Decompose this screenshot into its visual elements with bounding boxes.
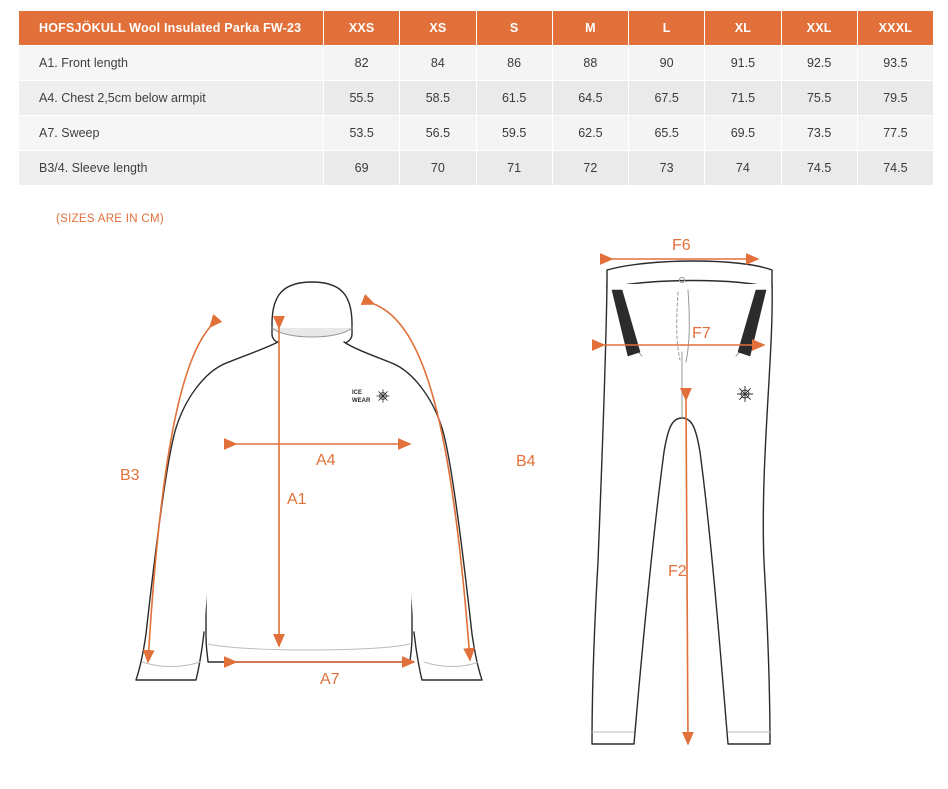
table-row (19, 116, 934, 151)
units-note: (SIZES ARE IN CM) (56, 213, 164, 225)
dimension-b3-label: B3 (120, 467, 140, 484)
dimension-f6 (612, 237, 758, 259)
dimension-a7 (236, 662, 414, 688)
dimension-b4-label: B4 (516, 453, 536, 470)
dimension-a1-label: A1 (287, 491, 307, 508)
measurement-value: 79.5 (857, 81, 933, 116)
size-header-xl: XL (705, 11, 781, 46)
measurement-value: 59.5 (476, 116, 552, 151)
size-header-s: S (476, 11, 552, 46)
measurement-value: 92.5 (781, 46, 857, 81)
measurement-value: 74.5 (781, 151, 857, 186)
measurement-value: 93.5 (857, 46, 933, 81)
garment-diagrams (0, 232, 948, 787)
size-header-xxxl: XXXL (857, 11, 933, 46)
dimension-a4-label: A4 (316, 452, 336, 469)
size-header-xxl: XXL (781, 11, 857, 46)
dimension-f7-label: F7 (692, 325, 711, 342)
measurement-value: 74 (705, 151, 781, 186)
measurement-value: 53.5 (324, 116, 400, 151)
measurement-label: A4. Chest 2,5cm below armpit (19, 81, 324, 116)
dimension-f2-label: F2 (668, 563, 687, 580)
measurement-value: 88 (552, 46, 628, 81)
size-header-xs: XS (400, 11, 476, 46)
size-header-m: M (552, 11, 628, 46)
measurement-value: 73 (629, 151, 705, 186)
size-header-xxs: XXS (324, 11, 400, 46)
measurement-label: B3/4. Sleeve length (19, 151, 324, 186)
table-row (19, 46, 934, 81)
measurement-value: 67.5 (629, 81, 705, 116)
measurement-value: 56.5 (400, 116, 476, 151)
measurement-value: 91.5 (705, 46, 781, 81)
size-header-l: L (629, 11, 705, 46)
table-row (19, 151, 934, 186)
measurement-value: 74.5 (857, 151, 933, 186)
dimension-a7-label: A7 (320, 671, 340, 688)
measurement-value: 64.5 (552, 81, 628, 116)
measurement-value: 62.5 (552, 116, 628, 151)
measurement-value: 58.5 (400, 81, 476, 116)
measurement-value: 71 (476, 151, 552, 186)
table-row (19, 81, 934, 116)
size-table (18, 10, 934, 186)
measurement-value: 71.5 (705, 81, 781, 116)
measurement-value: 86 (476, 46, 552, 81)
trousers-illustration (592, 261, 772, 744)
measurement-value: 77.5 (857, 116, 933, 151)
size-table-header-row (19, 11, 934, 46)
measurement-value: 75.5 (781, 81, 857, 116)
measurement-value: 65.5 (629, 116, 705, 151)
measurement-value: 82 (324, 46, 400, 81)
measurement-value: 90 (629, 46, 705, 81)
dimension-f2 (668, 400, 688, 744)
measurement-value: 72 (552, 151, 628, 186)
measurement-value: 69 (324, 151, 400, 186)
measurement-label: A1. Front length (19, 46, 324, 81)
sweater-illustration (136, 282, 482, 680)
brand-logo-line1: ICE (352, 390, 363, 396)
measurement-value: 84 (400, 46, 476, 81)
measurement-value: 69.5 (705, 116, 781, 151)
dimension-f6-label: F6 (672, 237, 691, 254)
measurement-value: 70 (400, 151, 476, 186)
product-label-header: HOFSJÖKULL Wool Insulated Parka FW-23 (19, 11, 324, 46)
brand-mark-icon (737, 386, 753, 402)
measurement-value: 73.5 (781, 116, 857, 151)
measurement-value: 55.5 (324, 81, 400, 116)
measurement-label: A7. Sweep (19, 116, 324, 151)
measurement-value: 61.5 (476, 81, 552, 116)
size-table-body (19, 46, 934, 186)
size-table-head (19, 11, 934, 46)
brand-logo-line2: WEAR (352, 398, 371, 404)
